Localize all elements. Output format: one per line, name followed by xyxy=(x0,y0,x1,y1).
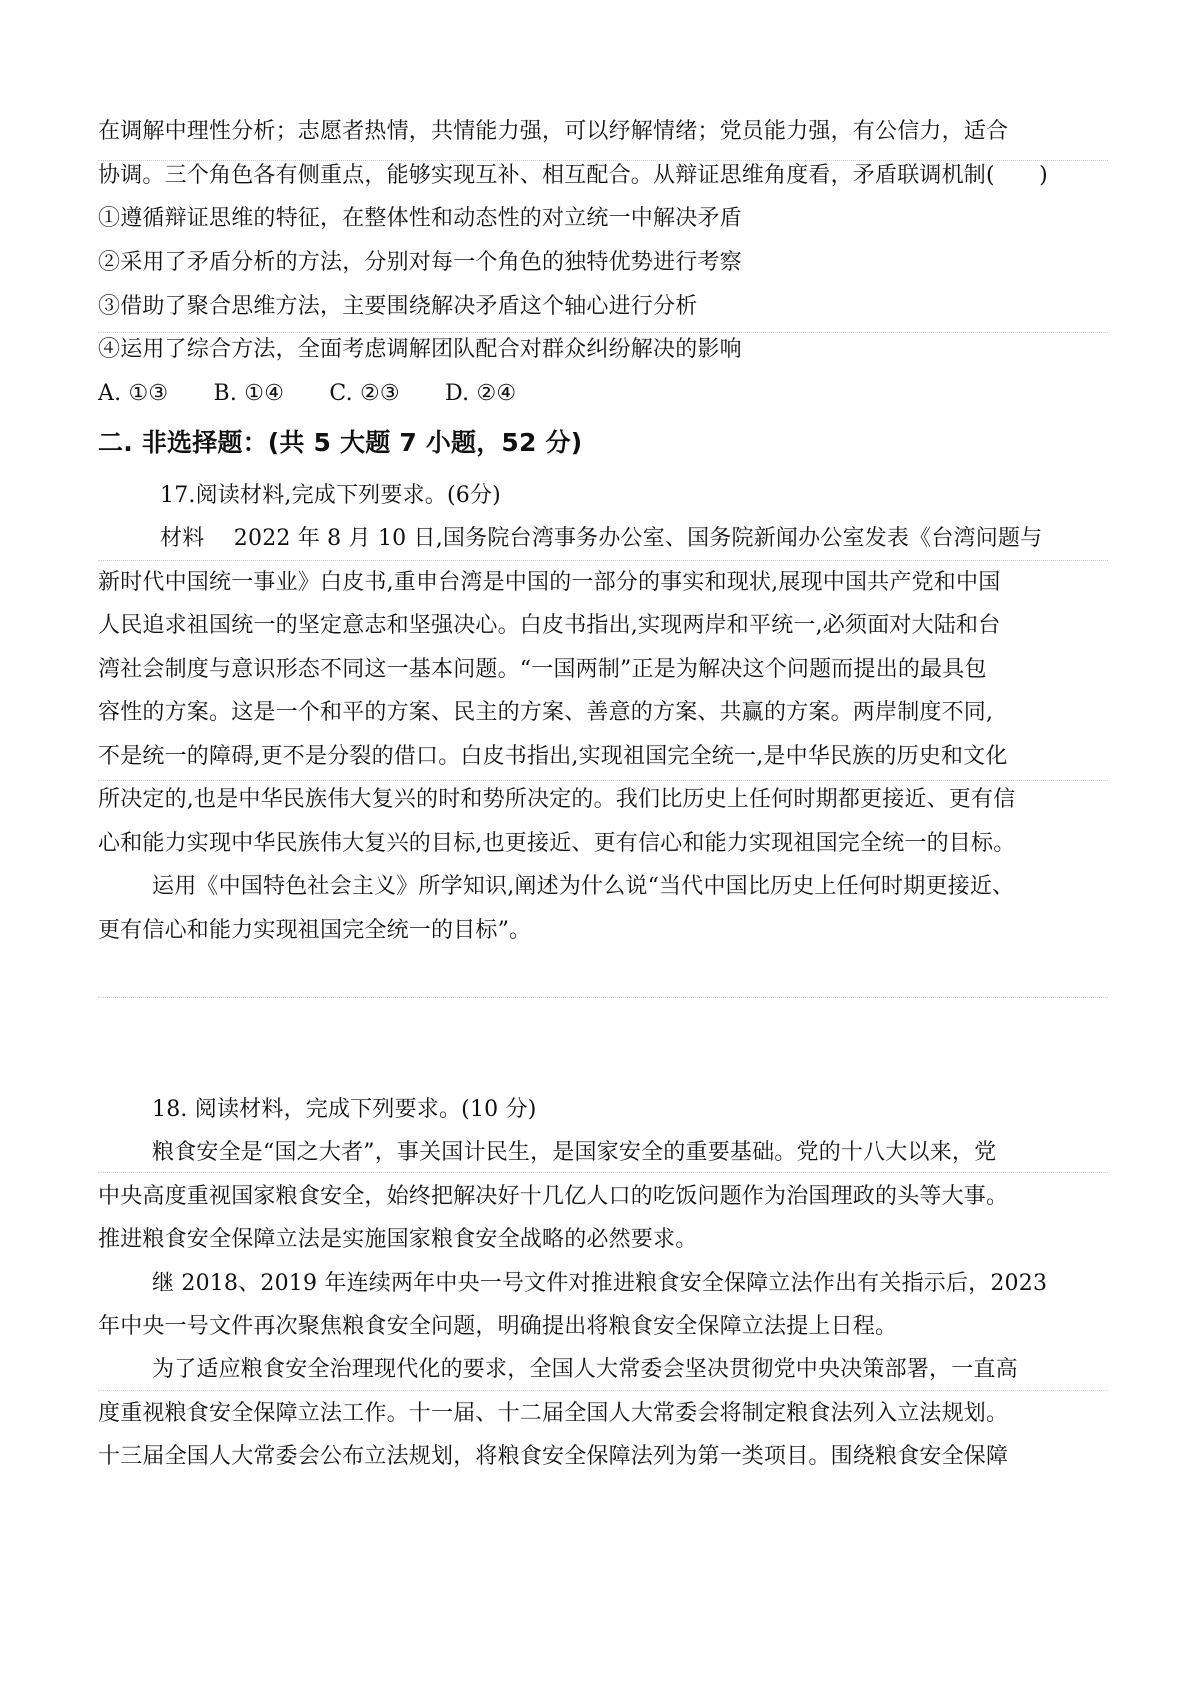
q17-material-line-5: 容性的方案。这是一个和平的方案、民主的方案、善意的方案、共赢的方案。两岸制度不同, xyxy=(98,700,994,725)
q18-title: 18. 阅读材料，完成下列要求。(10 分) xyxy=(152,1097,537,1122)
q17-material-line-1: 材料 2022 年 8 月 10 日,国务院台湾事务办公室、国务院新闻办公室发表《台湾问题与 xyxy=(160,526,1043,551)
q16-stem-line-2: 协调。三个角色各有侧重点，能够实现互补、相互配合。从辩证思维角度看，矛盾联调机制( ) xyxy=(98,163,1048,188)
option-b: B. ①④ xyxy=(213,381,285,406)
q18-line-5: 年中央一号文件再次聚焦粮食安全问题，明确提出将粮食安全保障立法提上日程。 xyxy=(98,1314,898,1339)
q18-line-6: 为了适应粮食安全治理现代化的要求，全国人大常委会坚决贯彻党中央决策部署，一直高 xyxy=(152,1357,1018,1382)
q17-question-line-2: 更有信心和能力实现祖国完全统一的目标”。 xyxy=(98,918,532,943)
q17-material-line-7: 所决定的,也是中华民族伟大复兴的时和势所决定的。我们比历史上任何时期都更接近、更有信 xyxy=(98,787,1016,812)
section-heading: 二. 非选择题：(共 5 大题 7 小题，52 分) xyxy=(98,428,583,457)
q18-line-4: 继 2018、2019 年连续两年中央一号文件对推进粮食安全保障立法作出有关指示后，2023 xyxy=(152,1271,1048,1296)
q17-material-line-2: 新时代中国统一事业》白皮书,重申台湾是中国的一部分的事实和现状,展现中国共产党和中国 xyxy=(98,570,1001,595)
q17-question-line-1: 运用《中国特色社会主义》所学知识,阐述为什么说“当代中国比历史上任何时期更接近、 xyxy=(152,874,1015,899)
q18-line-8: 十三届全国人大常委会公布立法规划，将粮食安全保障法列为第一类项目。围绕粮食安全保障 xyxy=(98,1444,1009,1469)
dotted-rule xyxy=(98,560,1108,561)
q17-material-line-3: 人民追求祖国统一的坚定意志和坚强决心。白皮书指出,实现两岸和平统一,必须面对大陆和台 xyxy=(98,613,1001,638)
q17-title: 17.阅读材料,完成下列要求。(6分) xyxy=(160,483,501,508)
q18-line-2: 中央高度重视国家粮食安全，始终把解决好十几亿人口的吃饭问题作为治国理政的头等大事。 xyxy=(98,1184,1009,1209)
dotted-rule xyxy=(98,780,1108,781)
q18-line-1: 粮食安全是“国之大者”，事关国计民生，是国家安全的重要基础。党的十八大以来，党 xyxy=(152,1140,997,1165)
dotted-rule xyxy=(98,1172,1108,1173)
q16-item-2: ②采用了矛盾分析的方法，分别对每一个角色的独特优势进行考察 xyxy=(98,250,742,275)
option-d: D. ②④ xyxy=(445,381,517,406)
dotted-rule xyxy=(98,1390,1108,1391)
option-a: A. ①③ xyxy=(98,381,169,406)
q17-material-line-4: 湾社会制度与意识形态不同这一基本问题。“一国两制”正是为解决这个问题而提出的最具包 xyxy=(98,657,987,682)
q16-item-4: ④运用了综合方法，全面考虑调解团队配合对群众纠纷解决的影响 xyxy=(98,337,742,362)
dotted-rule xyxy=(98,997,1108,998)
q16-item-3: ③借助了聚合思维方法，主要围绕解决矛盾这个轴心进行分析 xyxy=(98,294,698,319)
dotted-rule xyxy=(98,332,1108,333)
q18-line-7: 度重视粮食安全保障立法工作。十一届、十二届全国人大常委会将制定粮食法列入立法规划。 xyxy=(98,1401,1009,1426)
option-c: C. ②③ xyxy=(329,381,400,406)
q16-stem-line-1: 在调解中理性分析；志愿者热情，共情能力强，可以纾解情绪；党员能力强，有公信力，适合 xyxy=(98,119,1009,144)
q18-line-3: 推进粮食安全保障立法是实施国家粮食安全战略的必然要求。 xyxy=(98,1227,698,1252)
q17-material-line-6: 不是统一的障碍,更不是分裂的借口。白皮书指出,实现祖国完全统一,是中华民族的历史和文化 xyxy=(98,744,1008,769)
q17-material-line-8: 心和能力实现中华民族伟大复兴的目标,也更接近、更有信心和能力实现祖国完全统一的目标。 xyxy=(98,831,1016,856)
q16-item-1: ①遵循辩证思维的特征，在整体性和动态性的对立统一中解决矛盾 xyxy=(98,206,742,231)
q16-options xyxy=(98,379,1108,409)
